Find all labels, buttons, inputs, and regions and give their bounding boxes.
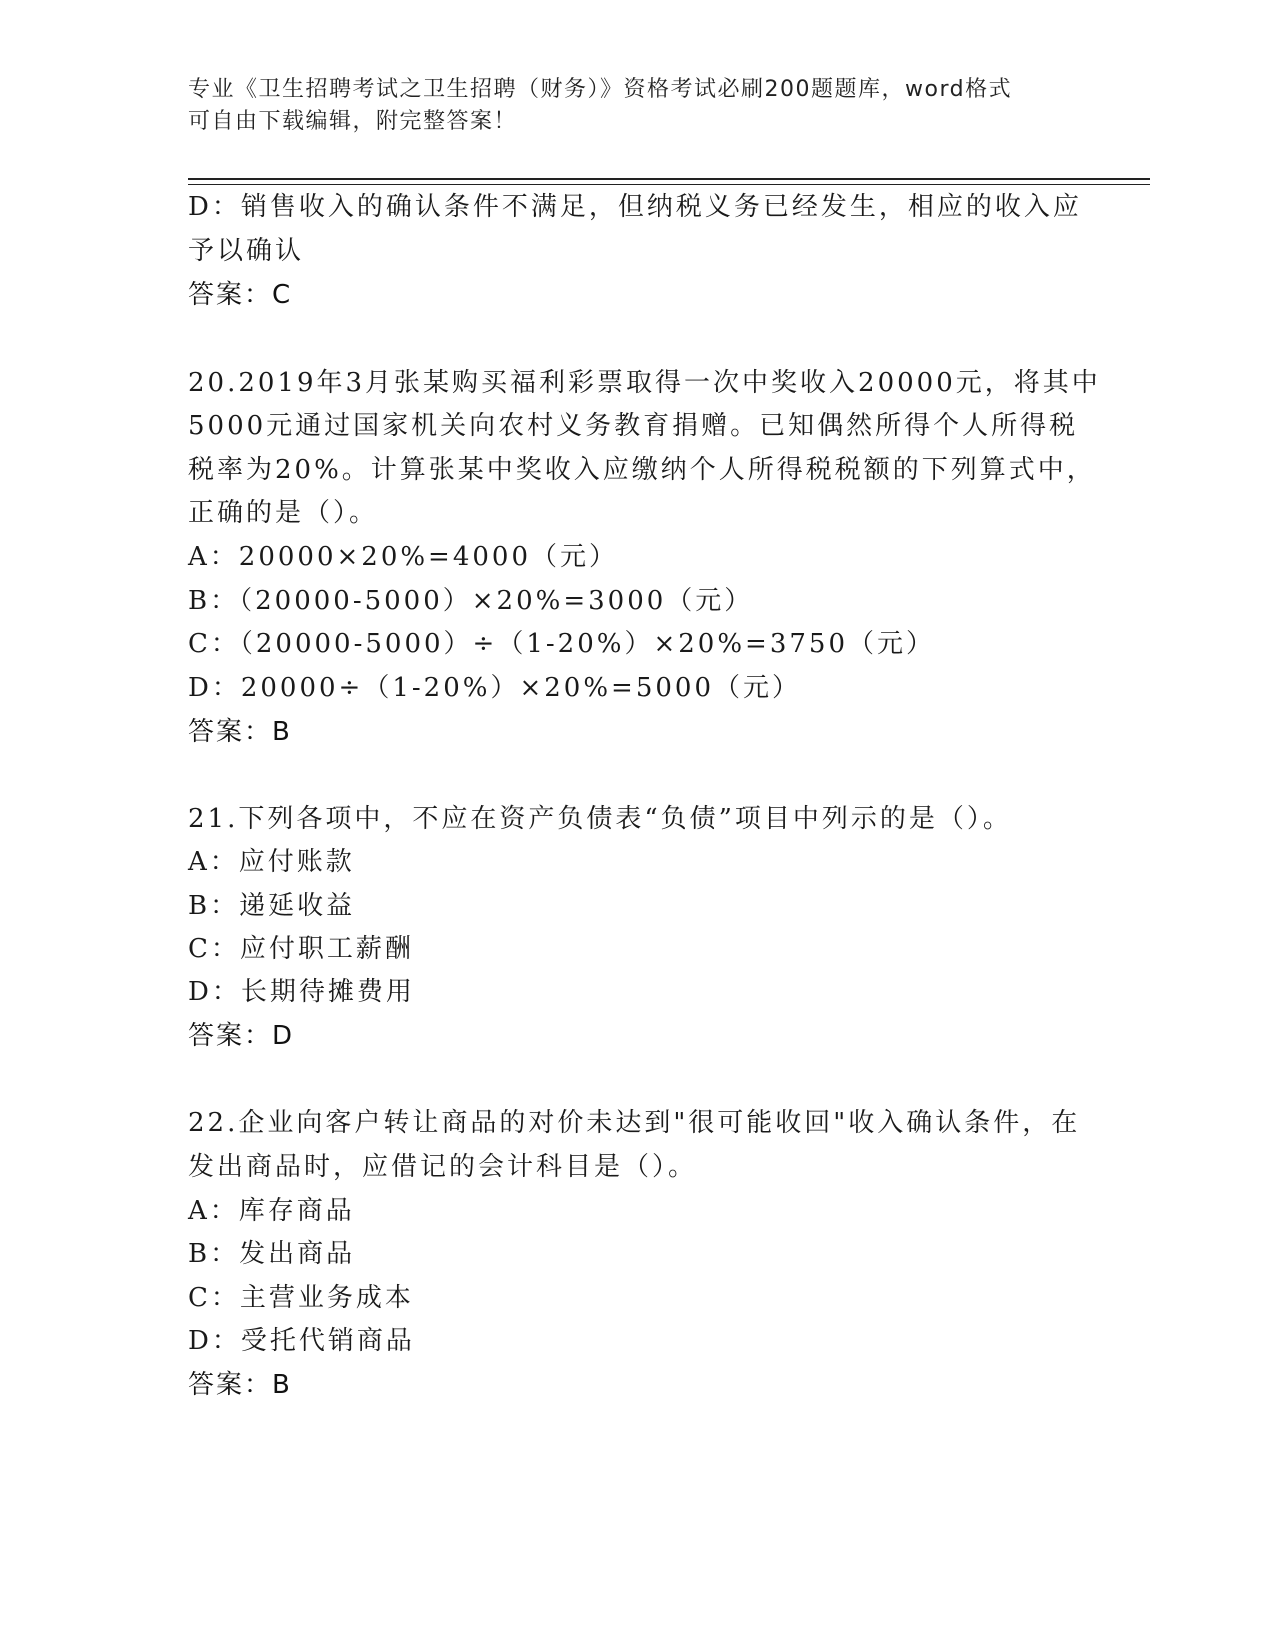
- q19-option-d-line-2: 予以确认: [188, 236, 305, 266]
- q20-stem-line-2: 5000元通过国家机关向农村义务教育捐赠。已知偶然所得个人所得税: [188, 411, 1079, 441]
- q21-option-a: A：应付账款: [188, 847, 355, 877]
- q21-stem-line-1: 21.下列各项中，不应在资产负债表“负债”项目中列示的是（）。: [188, 804, 1012, 834]
- header-line-1: 专业《卫生招聘考试之卫生招聘（财务）》资格考试必刷200题题库，word格式: [188, 77, 1013, 102]
- q22-stem-line-2: 发出商品时，应借记的会计科目是（）。: [188, 1152, 698, 1182]
- q22-option-b: B：发出商品: [188, 1239, 356, 1269]
- q21-answer: 答案：D: [188, 1021, 295, 1051]
- q19-option-d-line-1: D：销售收入的确认条件不满足，但纳税义务已经发生，相应的收入应: [188, 192, 1082, 222]
- q20-option-a: A：20000×20%=4000（元）: [188, 542, 619, 572]
- q19-answer: 答案：C: [188, 280, 293, 310]
- q20-answer: 答案：B: [188, 717, 292, 747]
- q20-stem-line-1: 20.2019年3月张某购买福利彩票取得一次中奖收入20000元，将其中: [188, 368, 1101, 398]
- header-line-2: 可自由下载编辑，附完整答案！: [188, 109, 518, 134]
- q22-stem-line-1: 22.企业向客户转让商品的对价未达到"很可能收回"收入确认条件，在: [188, 1108, 1081, 1138]
- q21-option-d: D：长期待摊费用: [188, 977, 415, 1007]
- q22-option-a: A：库存商品: [188, 1196, 355, 1226]
- header-rule-thin: [188, 184, 1150, 185]
- q21-option-c: C：应付职工薪酬: [188, 934, 414, 964]
- q22-answer: 答案：B: [188, 1370, 292, 1400]
- q20-option-d: D：20000÷（1-20%）×20%=5000（元）: [188, 673, 801, 703]
- q20-option-c: C：（20000-5000）÷（1-20%）×20%=3750（元）: [188, 629, 935, 659]
- q20-stem-line-3: 税率为20%。计算张某中奖收入应缴纳个人所得税税额的下列算式中，: [188, 455, 1096, 485]
- page-header: [188, 74, 1088, 138]
- q20-stem-line-4: 正确的是（）。: [188, 498, 379, 528]
- q22-option-c: C：主营业务成本: [188, 1283, 414, 1313]
- q22-option-d: D：受托代销商品: [188, 1326, 415, 1356]
- q20-option-b: B：（20000-5000）×20%=3000（元）: [188, 586, 754, 616]
- q21-option-b: B：递延收益: [188, 891, 356, 921]
- header-rule-thick: [188, 178, 1150, 180]
